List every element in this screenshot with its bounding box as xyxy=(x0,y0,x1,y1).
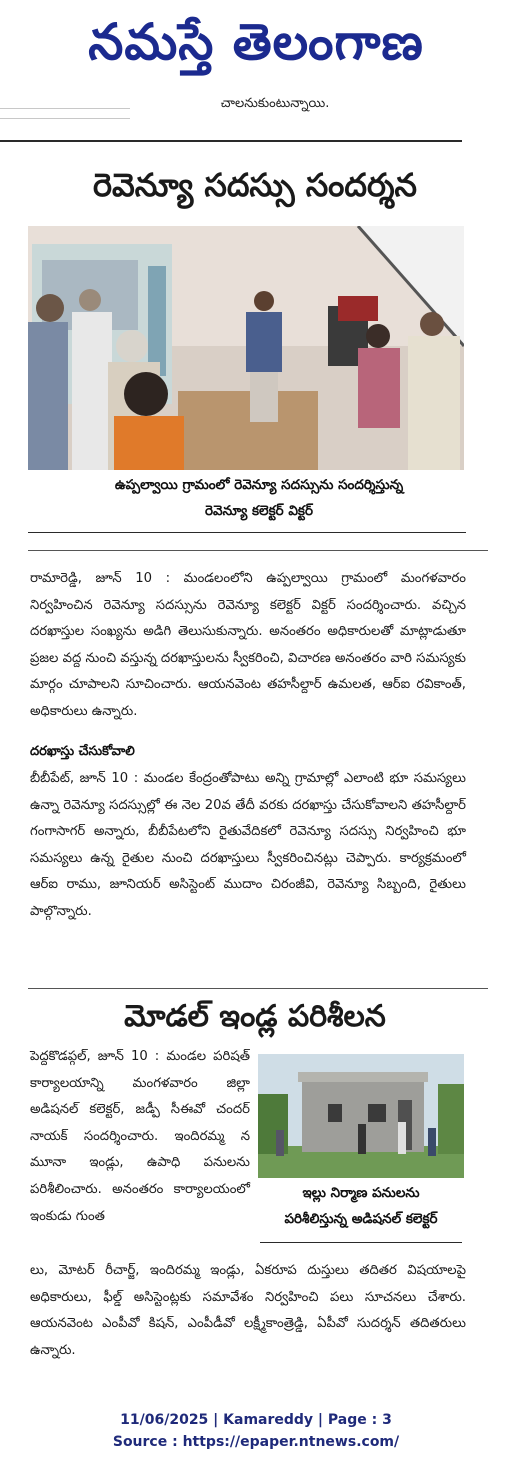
section-rule xyxy=(28,988,488,989)
article-headline: రెవెన్యూ సదస్సు సందర్శన xyxy=(93,166,417,204)
article-photo-model-house xyxy=(258,1054,464,1178)
article-paragraph: లు, మోటర్ రీచార్జ్, ఇందిరమ్మ ఇండ్లు, ఏకరూప దుస్తులు తదితర విషయాలపై అధికారులు, ఫీల్డ్ అసిస్టెంట్లకు సమావేశం నిర్వహించి పలు సూచనలు చేశారు. ఆయనవెంట ఎంపీవో కిషన్, ఎంపీడీవో లక్ష్మీకాంత్రెడ్డి, ఏపీవో సుదర్శన్ తదితరులు ఉన్నారు. xyxy=(30,1263,466,1358)
header-divider xyxy=(0,108,130,109)
footer-source-line: Source : https://epaper.ntnews.com/ xyxy=(112,1434,400,1450)
article-photo-revenue-meeting xyxy=(28,226,464,470)
section-rule xyxy=(28,550,488,551)
photo-caption-line: రెవెన్యూ కలెక్టర్ విక్టర్ xyxy=(204,503,313,519)
photo-caption-line: ఉప్పల్వాయి గ్రామంలో రెవెన్యూ సదస్సును సందర్శిస్తున్న xyxy=(114,477,404,493)
caption-underline xyxy=(260,1242,462,1243)
photo-caption xyxy=(258,1180,464,1232)
article-headline: మోడల్ ఇండ్ల పరిశీలన xyxy=(124,999,386,1034)
caption-underline xyxy=(28,532,466,533)
footer-date-line: 11/06/2025 | Kamareddy | Page : 3 xyxy=(120,1412,392,1428)
article-paragraph: పెద్దకొడప్గల్, జూన్ 10 : మండల పరిషత్ కార్యాలయాన్ని మంగళవారం జిల్లా అడిషనల్ కలెక్టర్, జడ్పీ సీఈవో చందర్ నాయక్ సందర్శించారు. ఇందిరమ్మ న మూనా ఇండ్లు, ఉపాధి పనులను పరిశీలించారు. అనంతరం కార్యాలయంలో ఇంకుడు గుంత xyxy=(30,1049,250,1224)
photo-caption-line: పరిశీలిస్తున్న అడిషనల్ కలెక్టర్ xyxy=(284,1211,438,1227)
article-subhead: దరఖాస్తు చేసుకోవాలి xyxy=(30,744,135,759)
article-paragraph: బీబీపేట్, జూన్ 10 : మండల కేంద్రంతోపాటు అన్ని గ్రామాల్లో ఎలాంటి భూ సమస్యలు ఉన్నా రెవెన్యూ సదస్సుల్లో ఈ నెల 20వ తేదీ వరకు దరఖాస్తు చేసుకోవాలని తహసీల్దార్ గంగాసాగర్ అన్నారు, బీబీపేటలోని రైతువేదికలో రెవెన్యూ సదస్సు నిర్వహించి భూ సమస్యలు ఉన్న రైతుల నుంచి దరఖాస్తులు స్వీకరించినట్లు చెప్పారు. కార్యక్రమంలో ఆర్ఐ రాము, జూనియర్ అసిస్టెంట్ ముదాం చిరంజీవి, రెవెన్యూ సిబ్బంది, రైతులు పాల్గొన్నారు. xyxy=(30,771,466,919)
article-paragraph: రామారెడ్డి, జూన్ 10 : మండలంలోని ఉప్పల్వాయి గ్రామంలో మంగళవారం నిర్వహించిన రెవెన్యూ సదస్సును రెవెన్యూ కలెక్టర్ విక్టర్ సందర్శించారు. వచ్చిన దరఖాస్తుల సంఖ్యను అడిగి తెలుసుకున్నారు. అనంతరం అధికారులతో మాట్లాడుతూ ప్రజల వద్ద నుంచి వస్తున్న దరఖాస్తులను స్వీకరించి, విచారణ అనంతరం వారి సమస్యకు మార్గం చూపాలని సూచించారు. ఆయనవెంట తహసీల్దార్ ఉమలత, ఆర్ఐ రవికాంత్, అధికారులు ఉన్నారు. xyxy=(30,571,466,719)
photo-caption-line: ఇల్లు నిర్మాణ పనులను xyxy=(302,1185,420,1201)
header-fragment-text: చాలనుకుంటున్నాయి. xyxy=(220,96,330,111)
top-rule xyxy=(0,140,462,142)
newspaper-masthead: నమస్తే తెలంగాణ xyxy=(88,13,424,71)
header-divider xyxy=(0,118,130,119)
photo-caption xyxy=(28,472,490,524)
